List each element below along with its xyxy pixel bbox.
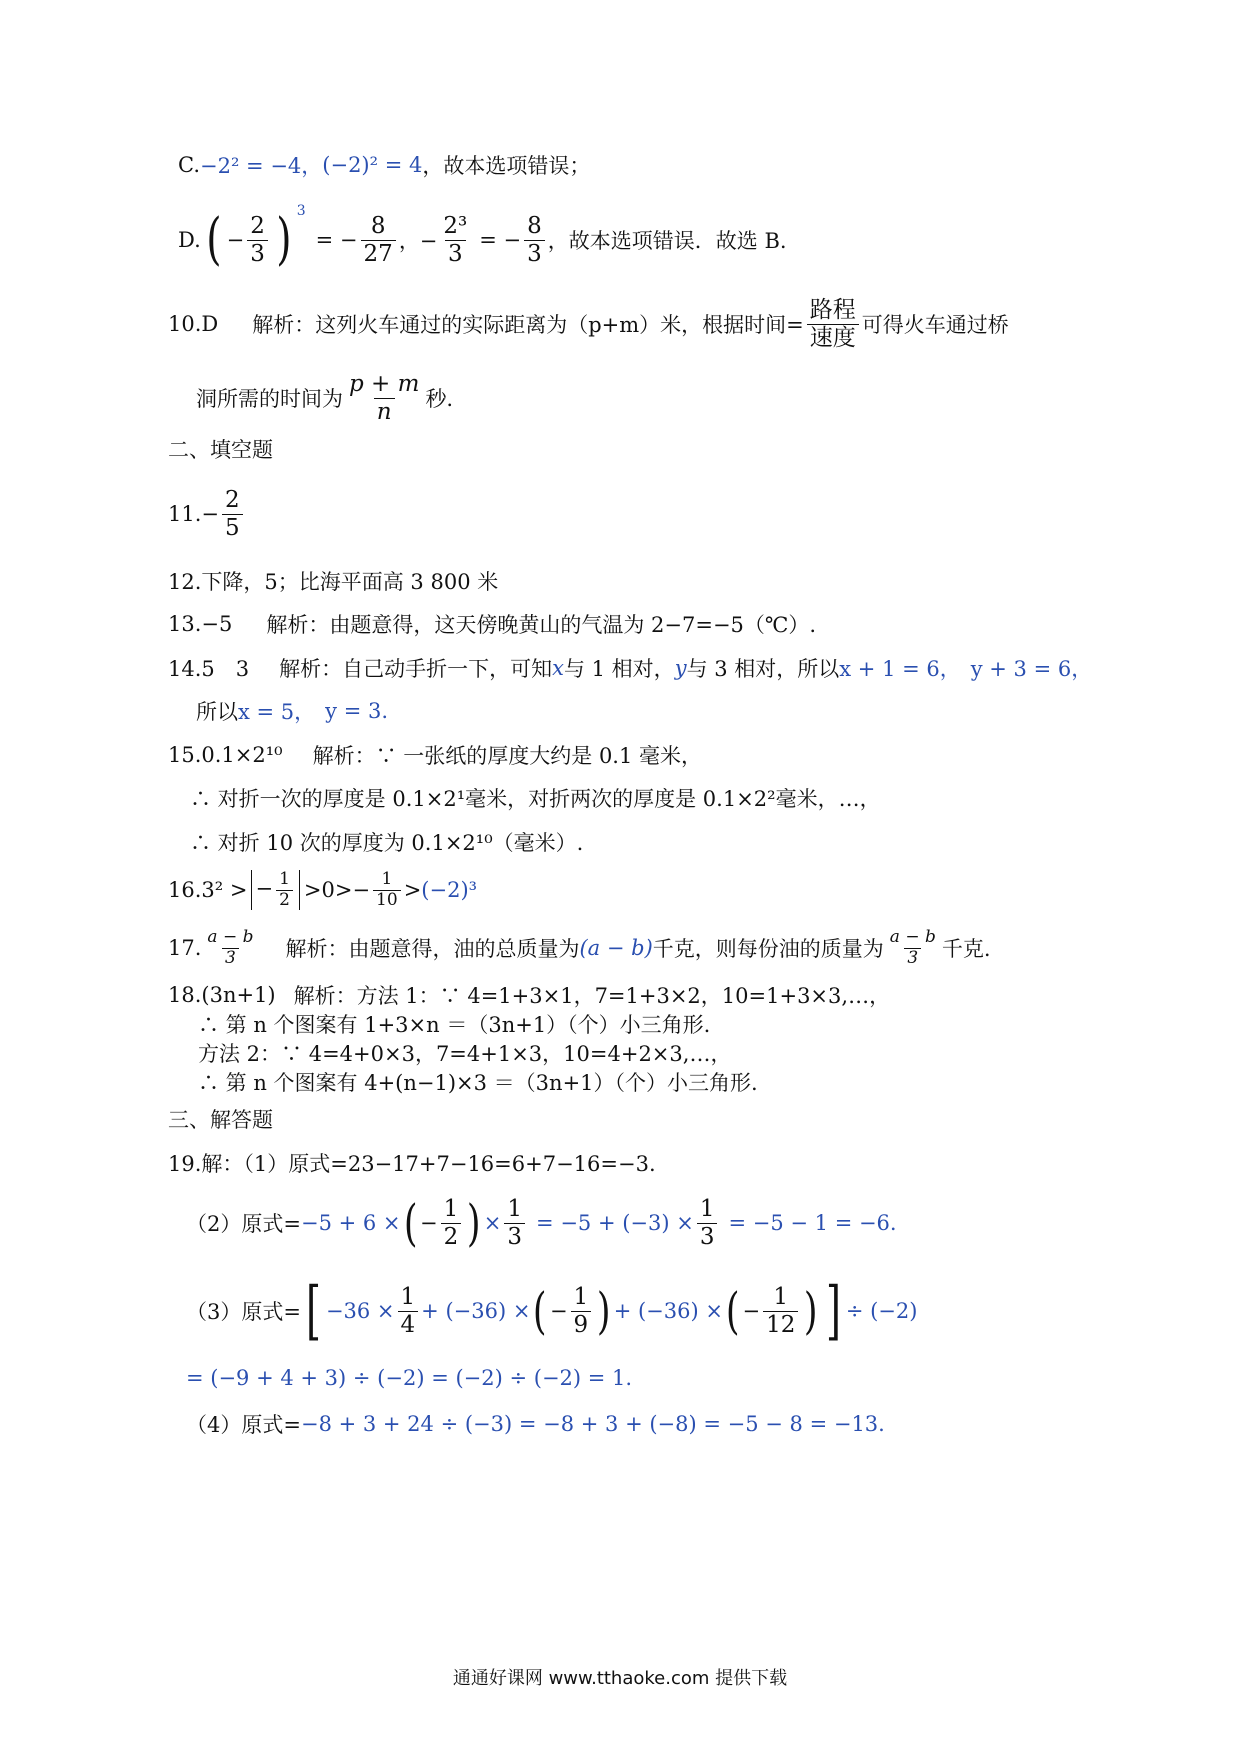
paren-close: ) [597,1282,611,1340]
fraction: $\frac{a - b}{3}$ [207,926,254,968]
bracket-open: [ [305,1274,321,1348]
paren-close: ) [467,1194,481,1252]
fraction: $\frac{2}{5}$ [222,487,243,541]
q15-line-3: ∴ 对折 10 次的厚度为 0.1×2¹⁰（毫米）. [190,831,584,855]
q19-part3: （3）原式= [ −36 × $\frac{1}{4}$ + (−36) × ( − $\frac{1}{9}$ ) + (−36) × ( − $\frac{1}{12}$ ) ] ÷ (−2) [186,1274,918,1348]
q18-line-4: ∴ 第 n 个图案有 4+(n−1)×3 ＝（3n+1）（个）小三角形. [198,1071,758,1095]
q13-line: 13.−5 解析：由题意得，这天傍晚黄山的气温为 2−7=−5（℃）. [168,612,817,637]
q19-line: 19.解：（1）原式=23−17+7−16=6+7−16=−3. [168,1152,656,1176]
paren-open: ( [533,1282,548,1340]
q17-line: 17. $\frac{a - b}{3}$ 解析：由题意得，油的总质量为 (a − b) 千克，则每份油的质量为 $\frac{a - b}{3}$ 千克. [168,926,991,968]
fraction: $\frac{2}{3}$ [247,213,268,267]
section-answer: 三、解答题 [168,1108,273,1132]
q18-line-2: ∴ 第 n 个图案有 1+3×n ＝（3n+1）（个）小三角形. [198,1013,711,1037]
fraction: $\frac{1}{9}$ [571,1284,592,1338]
paren-close: ) [804,1282,818,1340]
fraction: $\frac{1}{2}$ [276,870,293,910]
q18-line: 18.(3n+1) 解析：方法 1：∵ 4=1+3×1，7=1+3×2，10=1+3×3,…， [168,983,891,1008]
section-fill-blank: 二、填空题 [168,438,273,462]
q19-part3-result: = (−9 + 4 + 3) ÷ (−2) = (−2) ÷ (−2) = 1. [186,1366,633,1390]
q10-line-2: 洞所需的时间为 $\frac{p + m}{n}$ 秒. [196,371,454,425]
fraction: $\frac{1}{3}$ [504,1196,525,1250]
q15-line-2: ∴ 对折一次的厚度是 0.1×2¹毫米，对折两次的厚度是 0.1×2²毫米，…， [190,787,881,811]
paren-open: ( [725,1282,740,1340]
q10-line: 10.D 解析：这列火车通过的实际距离为（p+m）米，根据时间= $\frac{\text{路程}}{\text{速度}}$ 可得火车通过桥 [168,297,1009,351]
paren-open: ( [403,1194,418,1252]
paren-open: ( [206,207,222,272]
fraction: $\frac{1}{2}$ [441,1196,462,1250]
fraction: $\frac{1}{4}$ [398,1284,419,1338]
q15-line: 15.0.1×2¹⁰ 解析：∵ 一张纸的厚度大约是 0.1 毫米， [168,743,703,768]
fraction: $\frac{8}{3}$ [524,213,545,267]
fraction: $\frac{1}{12}$ [763,1284,798,1338]
q18-line-3: 方法 2：∵ 4=4+0×3，7=4+1×3，10=4+2×3,…， [198,1042,732,1066]
q19-part4: （4）原式= −8 + 3 + 24 ÷ (−3) = −8 + 3 + (−8) = −5 − 8 = −13. [186,1412,885,1437]
bracket-close: ] [825,1274,841,1348]
fraction: $\frac{a - b}{3}$ [889,926,936,968]
q12-line: 12.下降，5；比海平面高 3 800 米 [168,570,499,594]
fraction: $\frac{8}{27}$ [361,213,396,267]
fraction: $\frac{p + m}{n}$ [349,371,420,425]
paren-close: ) [276,207,292,272]
q14-line-2: 所以 x = 5， y = 3. [196,699,389,724]
q19-part2: （2）原式= −5 + 6 × ( − $\frac{1}{2}$ ) × $\frac{1}{3}$ = −5 + (−3) × $\frac{1}{3}$ = −5 − 1 = −6. [186,1194,897,1252]
q16-line: 16.3² > − $\frac{1}{2}$ >0>− $\frac{1}{10}$ > (−2)³ [168,868,478,910]
fraction: $\frac{\text{路程}}{\text{速度}}$ [807,297,859,351]
fraction: $\frac{1}{10}$ [373,870,401,910]
q11-line: 11.− $\frac{2}{5}$ [168,486,246,542]
footer: 通通好课网 www.tthaoke.com 提供下载 [452,1668,788,1689]
fraction: $\frac{1}{3}$ [697,1196,718,1250]
line-c: C. −2² = −4， (−2)² = 4 ，故本选项错误； [178,153,591,178]
q14-line: 14.5 3 解析：自己动手折一下，可知 x 与 1 相对， y 与 3 相对，所以 x + 1 = 6， y + 3 = 6， [168,656,1093,681]
absolute-value: − $\frac{1}{2}$ [251,870,299,910]
line-d: D. ( − $\frac{2}{3}$ ) 3 = − $\frac{8}{27}$ ，− $\frac{\text{2³}}{3}$ = − $\frac{8}{3}$ ，故本选项错误．故选 B. [178,203,787,272]
fraction: $\frac{\text{2³}}{3}$ [443,213,468,267]
